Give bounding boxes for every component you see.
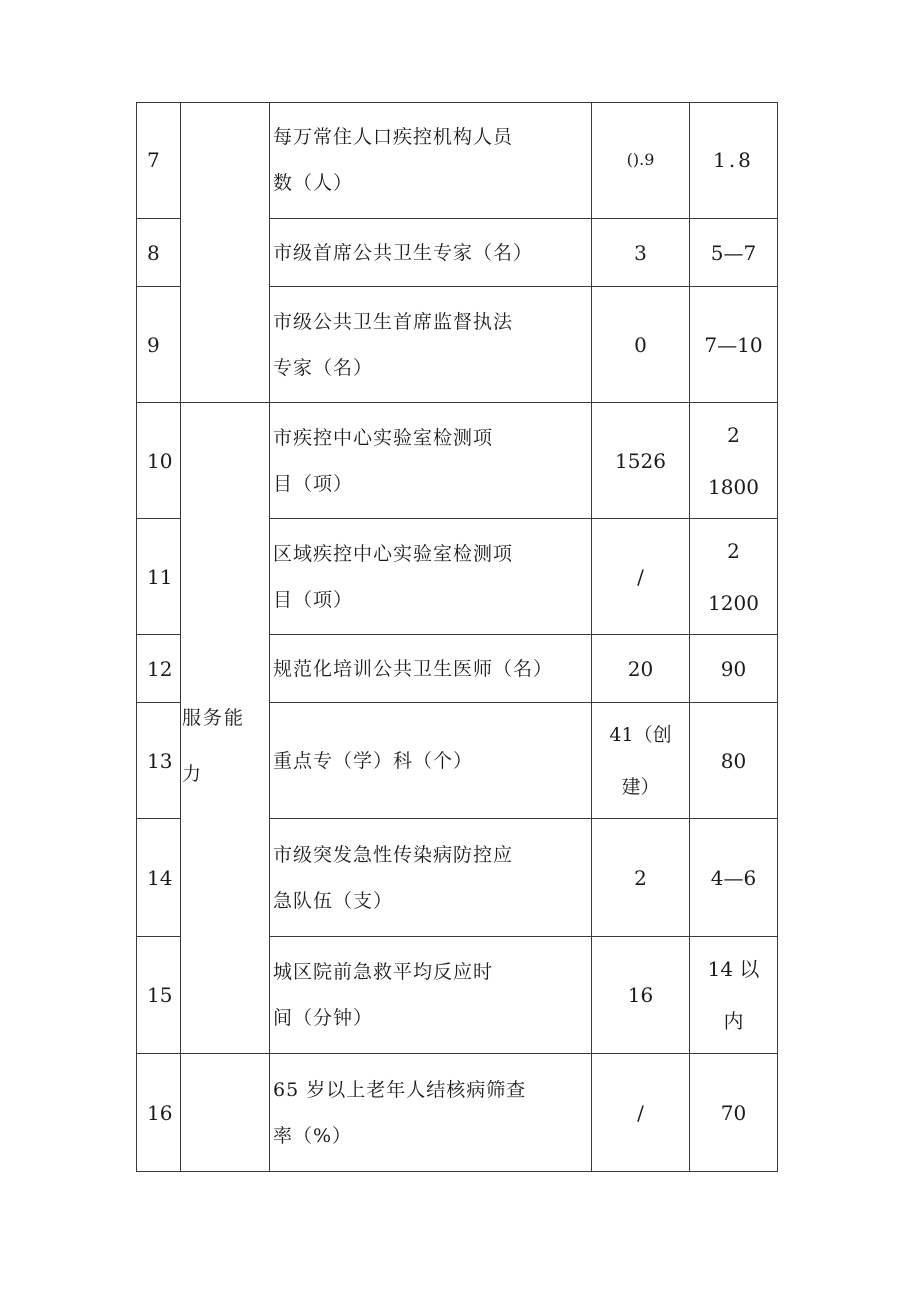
target-value: 1.8	[713, 148, 754, 172]
row-number: 14	[147, 865, 173, 890]
target-value: 14 以内	[707, 957, 760, 1033]
target-value: 80	[720, 748, 747, 773]
current-value: 1526	[615, 448, 666, 473]
row-number: 15	[147, 983, 173, 1007]
category-cell: 服务能力	[182, 707, 246, 785]
target-value: 5—7	[710, 240, 757, 265]
row-number: 9	[147, 332, 160, 357]
indicator-cell: 市疾控中心实验室检测项目（项）	[273, 426, 494, 495]
row-number: 8	[147, 240, 160, 265]
indicator-cell: 65 岁以上老年人结核病筛查率（%）	[273, 1078, 527, 1147]
target-value: 70	[720, 1100, 747, 1125]
target-value: 2 1800	[708, 422, 759, 499]
indicator-cell: 区域疾控中心实验室检测项目（项）	[273, 542, 514, 611]
target-value: 7—10	[704, 332, 763, 357]
indicator-cell: 市级首席公共卫生专家（名）	[273, 241, 534, 264]
current-value: 20	[627, 656, 654, 681]
row-number: 13	[147, 748, 173, 773]
row-number: 7	[147, 148, 160, 172]
current-value: 0	[634, 332, 647, 357]
current-value: 41（创建）	[609, 723, 672, 798]
current-value: ().9	[626, 150, 655, 169]
current-value: 16	[627, 983, 654, 1007]
indicator-cell: 重点专（学）科（个）	[273, 749, 474, 772]
row-number: 16	[147, 1100, 173, 1125]
current-value: 2	[634, 865, 647, 890]
indicator-table	[136, 102, 778, 1172]
indicator-cell: 规范化培训公共卫生医师（名）	[273, 657, 554, 680]
row-number: 12	[147, 656, 173, 681]
target-value: 2 1200	[708, 538, 759, 615]
target-value: 90	[720, 656, 747, 681]
indicator-cell: 市级突发急性传染病防控应急队伍（支）	[273, 843, 514, 912]
indicator-cell: 每万常住人口疾控机构人员数（人）	[273, 126, 514, 194]
current-value: 3	[634, 240, 647, 265]
current-value: /	[637, 1100, 644, 1125]
target-value: 4—6	[710, 865, 757, 890]
indicator-cell: 市级公共卫生首席监督执法专家（名）	[273, 310, 514, 379]
current-value: /	[637, 564, 644, 589]
indicator-cell: 城区院前急救平均反应时间（分钟）	[273, 961, 494, 1029]
row-number: 11	[147, 564, 173, 589]
row-number: 10	[147, 448, 173, 473]
